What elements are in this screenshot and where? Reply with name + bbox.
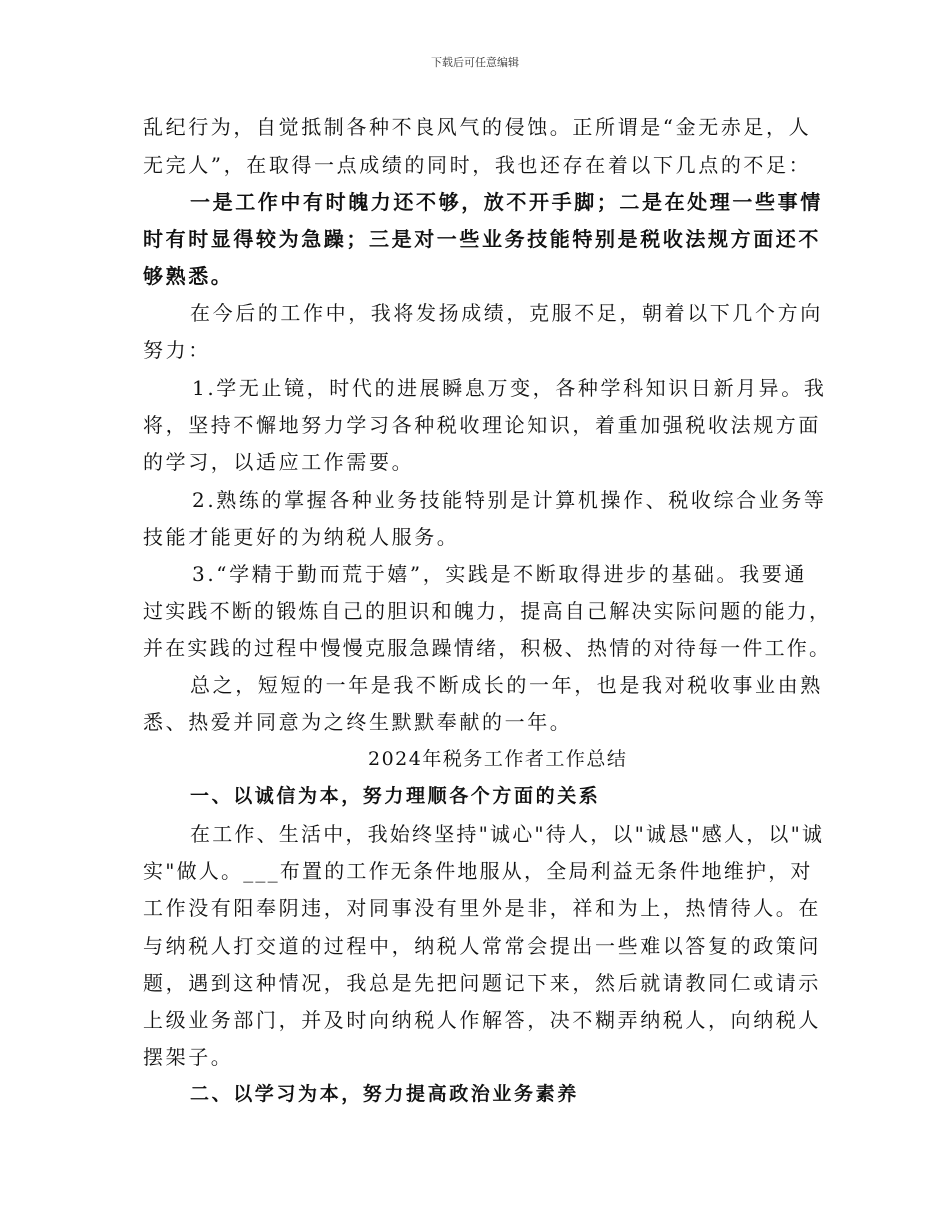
text-line: 在工作、生活中，我始终坚持"诚心"待人，以"诚恳"感人，以"诚 bbox=[190, 822, 825, 846]
list-item-1: 1.学无止镜，时代的进展瞬息万变，各种学科知识日新月异。我 bbox=[192, 376, 827, 400]
text-line: 悉、热爱并同意为之终生默默奉献的一年。 bbox=[143, 710, 573, 734]
text-line: 实"做人。___布置的工作无条件地服从，全局利益无条件地维护，对 bbox=[143, 859, 813, 883]
text-line: 工作没有阳奉阴违，对同事没有里外是非，祥和为上，热情待人。在 bbox=[143, 896, 821, 920]
text-line: 乱纪行为，自觉抵制各种不良风气的侵蚀。正所谓是“金无赤足，人 bbox=[143, 115, 812, 139]
section-heading-1: 一、以诚信为本，努力理顺各个方面的关系 bbox=[190, 785, 601, 807]
text-line: 摆架子。 bbox=[143, 1045, 234, 1069]
section-heading-2: 二、以学习为本，努力提高政治业务素养 bbox=[190, 1083, 579, 1105]
text-line: 技能才能更好的为纳税人服务。 bbox=[143, 525, 460, 549]
text-line-bold: 时有时显得较为急躁；三是对一些业务技能特别是税收法规方面还不 bbox=[143, 227, 821, 251]
text-line: 努力： bbox=[143, 338, 211, 362]
text-line-bold: 够熟悉。 bbox=[143, 264, 234, 288]
text-line: 并在实践的过程中慢慢克服急躁情绪，积极、热情的对待每一件工作。 bbox=[143, 636, 832, 660]
page-header: 下载后可任意编辑 bbox=[431, 56, 519, 69]
text-line: 的学习，以适应工作需要。 bbox=[143, 450, 415, 474]
text-line: 在今后的工作中，我将发扬成绩，克服不足，朝着以下几个方向 bbox=[190, 301, 823, 325]
text-line: 题，遇到这种情况，我总是先把问题记下来，然后就请教同仁或请示 bbox=[143, 971, 821, 995]
text-line: 总之，短短的一年是我不断成长的一年，也是我对税收事业由熟 bbox=[190, 673, 823, 697]
text-line: 上级业务部门，并及时向纳税人作解答，决不糊弄纳税人，向纳税人 bbox=[143, 1008, 821, 1032]
section-title: 2024年税务工作者工作总结 bbox=[368, 748, 628, 770]
list-item-2: 2.熟练的掌握各种业务技能特别是计算机操作、税收综合业务等 bbox=[192, 488, 827, 512]
text-line: 将，坚持不懈地努力学习各种税收理论知识，着重加强税收法规方面 bbox=[143, 413, 821, 437]
text-line-bold: 一是工作中有时魄力还不够，放不开手脚；二是在处理一些事情 bbox=[190, 190, 823, 214]
list-item-3: 3.“学精于勤而荒于嬉”，实践是不断取得进步的基础。我要通 bbox=[192, 562, 807, 586]
text-line: 无完人”，在取得一点成绩的同时，我也还存在着以下几点的不足： bbox=[143, 153, 812, 177]
text-line: 过实践不断的锻炼自己的胆识和魄力，提高自己解决实际问题的能力， bbox=[143, 599, 832, 623]
text-line: 与纳税人打交道的过程中，纳税人常常会提出一些难以答复的政策问 bbox=[143, 934, 821, 958]
